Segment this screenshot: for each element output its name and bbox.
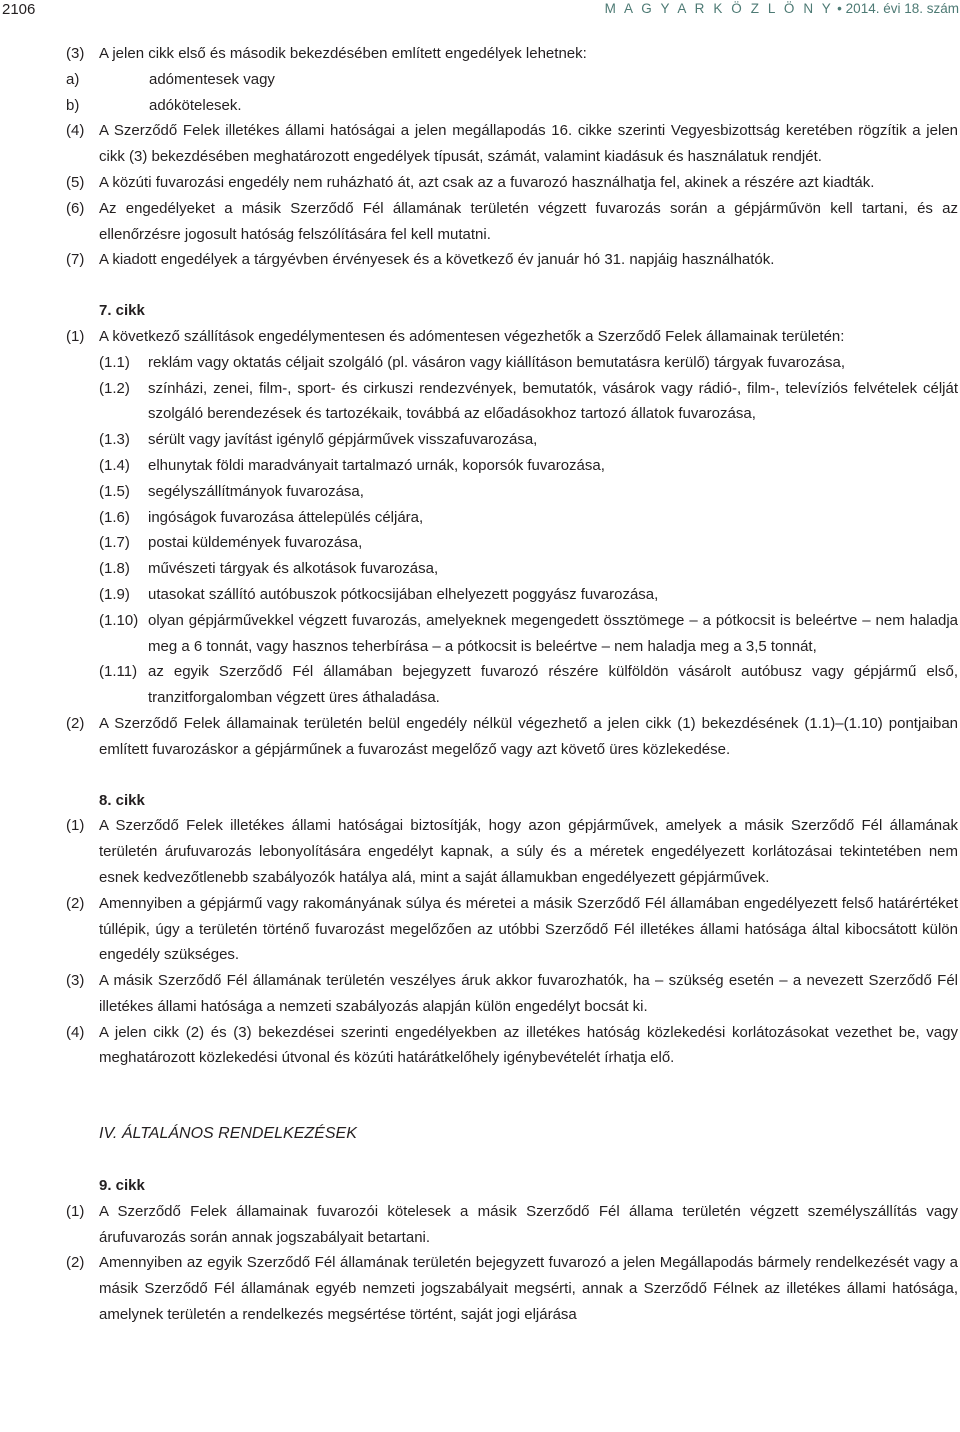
paragraph-text: A másik Szerződő Fél államának területén veszélyes áruk akkor fuvarozhatók, ha – szükség esetén – a nevezett Szerződő Fél illetékes állami hatósága a nemzeti szabályozás alapján külön engedélyt bocsát ki. [99, 972, 958, 1015]
point-text: színházi, zenei, film-, sport- és cirkuszi rendezvények, bemutatók, vásárok vagy rádió-, film-, televíziós felvételek célját szolgáló berendezések és tartozékaik, továbbá az előadásokhoz tartozó állatok fuvarozása, [148, 379, 958, 423]
paragraph-number: (2) [66, 714, 85, 732]
point-1-3 [66, 427, 958, 453]
paragraph-8-3 [66, 968, 958, 1020]
point-text: reklám vagy oktatás céljait szolgáló (pl. vásáron vagy kiállításon bemutatásra kerülő) tárgyak fuvarozása, [148, 353, 845, 371]
list-item-b [66, 93, 958, 119]
paragraph-number: (4) [66, 122, 85, 140]
issue-label: 2014. évi 18. szám [845, 1, 959, 16]
paragraph-number: (7) [66, 251, 85, 269]
point-number: (1.5) [99, 482, 130, 500]
paragraph-number: (5) [66, 173, 85, 191]
point-number: (1.7) [99, 534, 130, 552]
paragraph-7-1 [66, 324, 958, 350]
paragraph-6-5 [66, 170, 958, 196]
paragraph-8-4 [66, 1020, 958, 1072]
list-item-a [66, 67, 958, 93]
point-1-10 [66, 608, 958, 660]
point-text: sérült vagy javítást igénylő gépjárművek visszafuvarozása, [148, 431, 538, 449]
point-text: olyan gépjárművekkel végzett fuvarozás, amelyeknek megengedett össztömege – a pótkocsit is beleértve – nem haladja meg a 6 tonnát, vagy hasznos teherbírása – a pótkocsit is beleértve – nem haladja meg a 3,5 tonnát, [148, 611, 958, 655]
paragraph-text: A következő szállítások engedélymentesen és adómentesen végezhetők a Szerződő Felek államainak területén: [99, 327, 845, 345]
paragraph-number: (4) [66, 1023, 85, 1041]
point-text: ingóságok fuvarozása áttelepülés céljára, [148, 508, 424, 526]
point-1-2 [66, 376, 958, 428]
paragraph-number: (3) [66, 45, 85, 62]
point-text: utasokat szállító autóbuszok pótkocsijában elhelyezett poggyász fuvarozása, [148, 585, 659, 603]
point-1-5 [66, 479, 958, 505]
paragraph-text: A jelen cikk első és második bekezdésében említett engedélyek lehetnek: [99, 45, 587, 62]
paragraph-6-4 [66, 118, 958, 170]
paragraph-number: (6) [66, 199, 85, 217]
point-number: (1.9) [99, 585, 130, 603]
point-text: segélyszállítmányok fuvarozása, [148, 482, 364, 500]
point-number: (1.8) [99, 560, 130, 578]
point-1-9 [66, 582, 958, 608]
paragraph-number: (2) [66, 1254, 85, 1272]
point-1-8 [66, 556, 958, 582]
paragraph-text: Az engedélyeket a másik Szerződő Fél államának területén végzett fuvarozás során a gépjárművön kell tartani, és az ellenőrzésre jogosult hatóság felszólítására fel kell mutatni. [99, 199, 958, 243]
point-1-4 [66, 453, 958, 479]
page-header [0, 0, 960, 26]
point-number: (1.2) [99, 379, 130, 397]
paragraph-8-2 [66, 891, 958, 968]
list-text: adómentesek vagy [149, 70, 275, 88]
paragraph-text: A Szerződő Felek illetékes állami hatóságai biztosítják, hogy azon gépjárművek, amelyek a másik Szerződő Fél államának területén árufuvarozás lebonyolítására engedélyt kapnak, a súly és a méretek engedélyezett korlátozásai tekintetében nem esnek kedvezőtlenebb szabályozók hatálya alá, mint a saját államukban engedélyezett gépjárművek. [99, 817, 958, 886]
list-marker: b) [66, 96, 80, 114]
point-number: (1.1) [99, 353, 130, 371]
list-marker: a) [66, 70, 80, 88]
paragraph-6-3 [66, 41, 958, 67]
paragraph-9-1 [66, 1199, 958, 1251]
article-7-heading: 7. cikk [99, 302, 145, 320]
paragraph-text: A közúti fuvarozási engedély nem ruházható át, azt csak az a fuvarozó használhatja fel, akinek a részére azt kiadták. [99, 173, 875, 191]
point-number: (1.4) [99, 456, 130, 474]
paragraph-text: A Szerződő Felek államainak fuvarozói kötelesek a másik Szerződő Fél állama területén végzett személyszállítás vagy árufuvarozás során annak jogszabályait betartani. [99, 1202, 958, 1246]
point-number: (1.6) [99, 508, 130, 526]
article-8-heading: 8. cikk [99, 791, 145, 809]
point-1-7 [66, 530, 958, 556]
point-text: postai küldemények fuvarozása, [148, 534, 363, 552]
article-9-heading: 9. cikk [99, 1177, 145, 1195]
paragraph-text: A kiadott engedélyek a tárgyévben érvényesek és a következő év január hó 31. napjáig használhatók. [99, 251, 775, 269]
journal-name: M A G Y A R K Ö Z L Ö N Y [604, 1, 834, 16]
paragraph-number: (1) [66, 817, 85, 835]
section-title: IV. ÁLTALÁNOS RENDELKEZÉSEK [99, 1125, 357, 1143]
paragraph-6-6 [66, 196, 958, 248]
paragraph-8-1 [66, 813, 958, 890]
paragraph-text: A jelen cikk (2) és (3) bekezdései szerinti engedélyekben az illetékes hatóság közlekedési korlátozásokat vezethet be, vagy meghatározott közlekedési útvonal és közúti határátkelőhely igénybevételét írhatja elő. [99, 1023, 958, 1067]
point-number: (1.3) [99, 431, 130, 449]
paragraph-text: A Szerződő Felek illetékes állami hatóságai a jelen megállapodás 16. cikke szerinti Vegyesbizottság keretében rögzítik a jelen cikk (3) bekezdésében meghatározott engedélyek típusát, számát, valamint kiadásuk és használatuk rendjét. [99, 122, 958, 166]
paragraph-text: A Szerződő Felek államainak területén belül engedély nélkül végezhető a jelen cikk (1) bekezdésének (1.1)–(1.10) pontjaiban említett fuvarozáskor a gépjárműnek a fuvarozást megelőző vagy azt követő üres közlekedése. [99, 714, 958, 758]
paragraph-6-7 [66, 247, 958, 273]
point-text: az egyik Szerződő Fél államában bejegyzett fuvarozó részére külföldön vásárolt autóbusz vagy gépjármű első, tranzitforgalomban végzett üres áthaladása. [148, 663, 958, 707]
paragraph-number: (1) [66, 1202, 85, 1220]
list-text: adókötelesek. [149, 96, 242, 114]
point-number: (1.11) [99, 663, 138, 681]
point-text: elhunytak földi maradványait tartalmazó urnák, koporsók fuvarozása, [148, 456, 605, 474]
page-number: 2106 [2, 1, 36, 18]
running-title [605, 1, 959, 16]
point-number: (1.10) [99, 611, 139, 629]
point-text: művészeti tárgyak és alkotások fuvarozása, [148, 560, 439, 578]
paragraph-text: Amennyiben az egyik Szerződő Fél államának területén bejegyzett fuvarozó a jelen Megállapodás bármely rendelkezését vagy a másik Szerződő Fél államának egyéb nemzeti jogszabályait megsérti, annak a Szerződő Félnek az illetékes állami hatósága, amelynek területén a rendelkezés megsértése történt, saját jogi eljárása [99, 1254, 958, 1324]
paragraph-number: (3) [66, 972, 85, 990]
paragraph-9-2 [66, 1250, 958, 1327]
point-1-6 [66, 505, 958, 531]
paragraph-number: (1) [66, 327, 85, 345]
point-1-1 [66, 350, 958, 376]
document-body [66, 41, 958, 1328]
paragraph-text: Amennyiben a gépjármű vagy rakományának súlya és méretei a másik Szerződő Fél államában engedélyezett felső határértéket túllépik, úgy a területén történő fuvarozást megelőzően az utóbbi Szerződő Fél illetékes állami hatósága által kibocsátott külön engedély szükséges. [99, 894, 958, 964]
paragraph-number: (2) [66, 894, 85, 912]
separator-bullet: • [837, 1, 842, 16]
paragraph-7-2 [66, 711, 958, 763]
point-1-11 [66, 659, 958, 711]
